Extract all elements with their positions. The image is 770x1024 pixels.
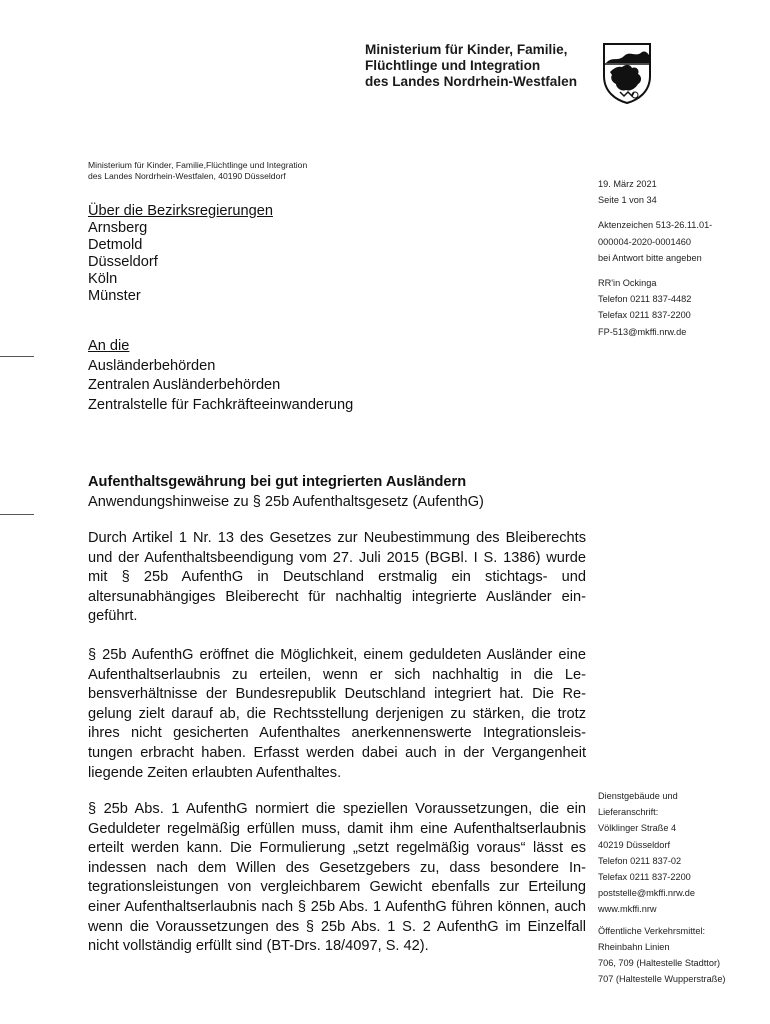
- body-paragraph: § 25b AufenthG eröffnet die Möglichkeit, einem geduldeten Ausländer eine Aufenthaltserlaubnis zu erteilen, wenn er sich nachhaltig in die Lebensverhältnisse der Bundesrepublik Deutschland integriert hat. Die Regelung zielt darauf ab, die Rechtsstellung derjenigen zu stärken, die trotz ihres nicht gesicherten Aufenthaltes anerkennenswerte Integrationsleistungen erbracht haben. Erfasst werden dabei auch in der Vergangenheit liegende Zeiten erlaubten Aufenthaltes.: [88, 647, 586, 781]
- transit-line: Rheinbahn Linien: [598, 941, 670, 952]
- body-paragraph: § 25b Abs. 1 AufenthG normiert die speziellen Voraussetzungen, die ein Geduldeter regelmäßig erfüllen muss, damit ihm eine Aufenthaltserlaubnis erteilt werden kann. Die Formulierung „setzt regelmäßig voraus“ lässt es indessen nach dem Willen des Gesetzgebers zu, dass besondere Integrationsleistungen von vergleichbarem Gewicht ebenfalls zur Erteilung einer Aufenthaltserlaubnis nach § 25b Abs. 1 AufenthG führen können, auch wenn die Voraussetzungen des § 25b Abs. 1 S. 2 AufenthG im Einzelfall nicht vollständig erfüllt sind (BT-Drs. 18/4097, S. 42).: [88, 801, 586, 955]
- office-info: [598, 788, 758, 987]
- recipient-to-block: [88, 337, 353, 415]
- transit-label: Öffentliche Verkehrsmittel:: [598, 925, 706, 936]
- office-label: Dienstgebäude und: [598, 791, 678, 801]
- file-reference-note: bei Antwort bitte angeben: [598, 252, 702, 263]
- nrw-coat-of-arms-icon: [602, 42, 652, 104]
- recipient-via-block: [88, 203, 273, 305]
- ministry-line: des Landes Nordrhein-Westfalen: [365, 74, 578, 89]
- recipient-via-item: Düsseldorf: [88, 254, 158, 270]
- subject-block: [88, 472, 588, 512]
- contact-name: RR'in Ockinga: [598, 278, 657, 289]
- recipient-via-heading: Über die Bezirksregierungen: [88, 203, 273, 219]
- recipient-via-item: Arnsberg: [88, 220, 148, 236]
- office-phone: Telefon 0211 837-02: [598, 855, 682, 866]
- recipient-to-heading: An die: [88, 338, 130, 354]
- recipient-to-item: Zentralen Ausländerbehörden: [88, 377, 281, 393]
- contact-email: FP-513@mkffi.nrw.de: [598, 326, 687, 337]
- sender-address: [88, 160, 388, 182]
- letter-meta: [598, 176, 758, 340]
- page-count: Seite 1 von 34: [598, 195, 657, 206]
- recipient-to-item: Zentralstelle für Fachkräfteeinwanderung: [88, 396, 354, 413]
- office-web: www.mkffi.nrw: [598, 904, 657, 915]
- recipient-via-item: Münster: [88, 288, 141, 304]
- sender-line: des Landes Nordrhein-Westfalen, 40190 Düsseldorf: [88, 171, 286, 181]
- recipient-via-item: Detmold: [88, 237, 143, 253]
- subject-title: Aufenthaltsgewährung bei gut integrierten Ausländern: [88, 474, 467, 490]
- letter-date: 19. März 2021: [598, 179, 657, 189]
- file-reference: Aktenzeichen 513-26.11.01-: [598, 220, 713, 231]
- file-reference-cont: 000004-2020-0001460: [598, 236, 691, 247]
- contact-phone: Telefon 0211 837-4482: [598, 294, 692, 305]
- sender-line: Ministerium für Kinder, Familie,Flüchtlinge und Integration: [88, 160, 308, 170]
- office-email: poststelle@mkffi.nrw.de: [598, 888, 695, 899]
- subject-subtitle: Anwendungshinweise zu § 25b Aufenthaltsgesetz (AufenthG): [88, 494, 484, 510]
- ministry-line: Ministerium für Kinder, Familie,: [365, 42, 568, 57]
- recipient-via-item: Köln: [88, 271, 118, 287]
- transit-stop: 706, 709 (Haltestelle Stadttor): [598, 958, 721, 969]
- ministry-header: [365, 42, 590, 90]
- fold-mark: [0, 514, 34, 515]
- body-paragraph: Durch Artikel 1 Nr. 13 des Gesetzes zur Neubestimmung des Bleiberechts und der Aufenthaltsbeendigung vom 27. Juli 2015 (BGBl. I S. 1386) wurde mit § 25b AufenthG in Deutschland erstmalig ein stichtags- und altersunabhängiges Bleiberecht für nachhaltig integrierte Ausländer eingeführt.: [88, 530, 586, 625]
- office-label: Lieferanschrift:: [598, 807, 659, 818]
- ministry-line: Flüchtlinge und Integration: [365, 58, 541, 73]
- transit-stop: 707 (Haltestelle Wupperstraße): [598, 974, 726, 985]
- contact-fax: Telefax 0211 837-2200: [598, 310, 691, 321]
- recipient-to-item: Ausländerbehörden: [88, 357, 216, 374]
- office-fax: Telefax 0211 837-2200: [598, 872, 691, 883]
- office-city: 40219 Düsseldorf: [598, 839, 671, 850]
- office-street: Völklinger Straße 4: [598, 823, 677, 834]
- fold-mark: [0, 356, 34, 357]
